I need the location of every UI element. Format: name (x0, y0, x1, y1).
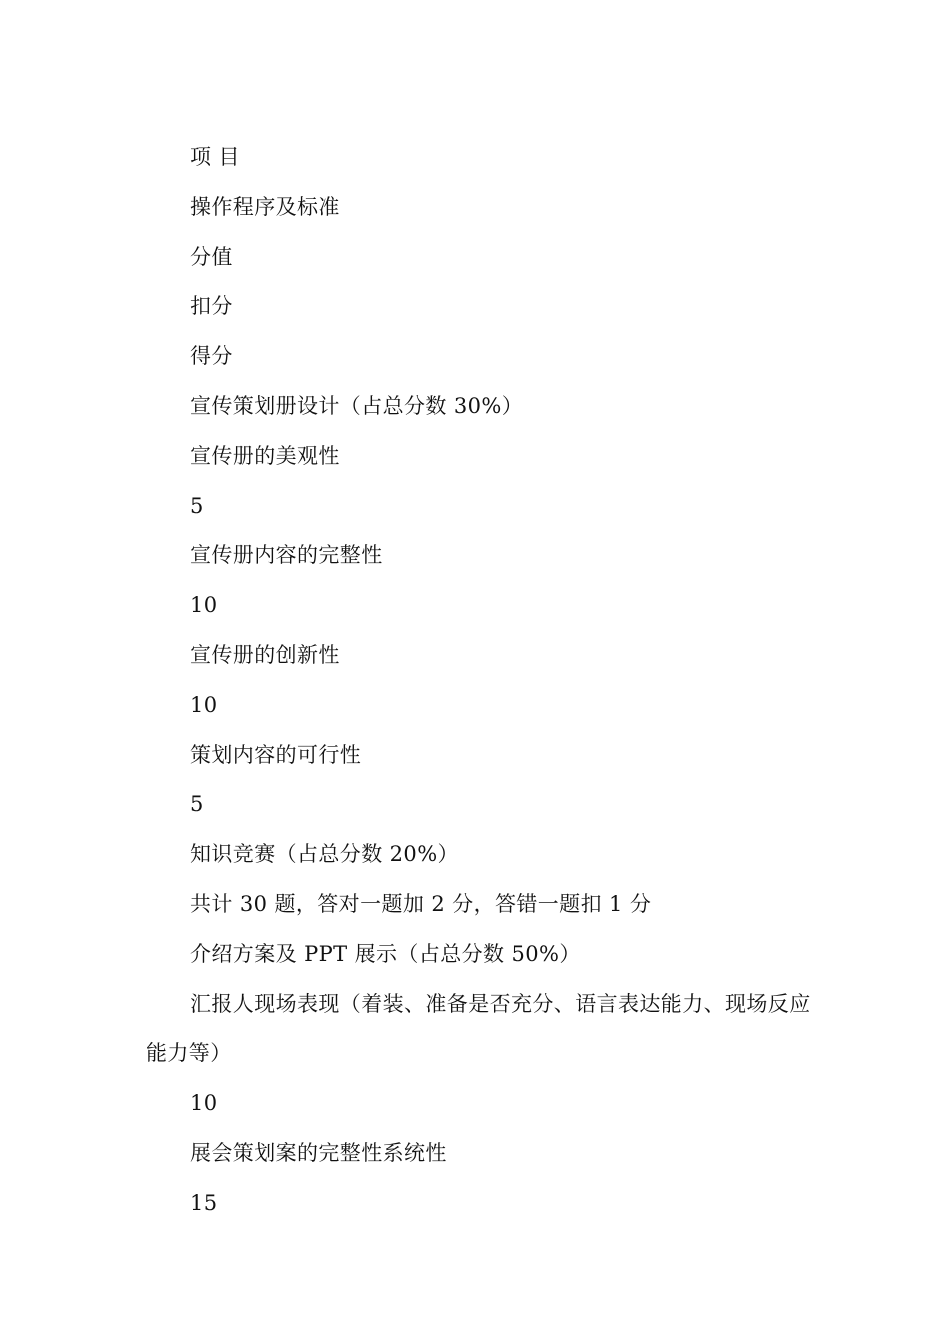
table-header-deduction: 扣分 (190, 294, 233, 319)
criterion-plan-completeness: 展会策划案的完整性系统性 (190, 1140, 447, 1165)
score-brochure-completeness: 10 (190, 593, 218, 618)
table-header-score-value: 分值 (190, 244, 233, 269)
document-body (146, 133, 816, 1229)
table-header-item: 项 目 (190, 145, 240, 169)
criterion-brochure-completeness: 宣传册内容的完整性 (190, 543, 383, 568)
criterion-plan-feasibility: 策划内容的可行性 (190, 742, 362, 767)
criterion-brochure-innovation: 宣传册的创新性 (190, 642, 340, 667)
score-brochure-appearance: 5 (190, 493, 204, 518)
score-plan-completeness: 15 (190, 1190, 218, 1215)
table-header-procedure: 操作程序及标准 (190, 194, 340, 219)
section-knowledge-contest: 知识竞赛（占总分数 20%） (190, 842, 459, 867)
section-brochure-design: 宣传策划册设计（占总分数 30%） (190, 393, 524, 418)
score-brochure-innovation: 10 (190, 692, 218, 717)
table-header-final-score: 得分 (190, 344, 233, 369)
criterion-presenter-performance: 汇报人现场表现（着装、准备是否充分、语言表达能力、现场反应能力等） (146, 991, 811, 1066)
criterion-brochure-appearance: 宣传册的美观性 (190, 443, 340, 468)
knowledge-contest-rule: 共计 30 题，答对一题加 2 分，答错一题扣 1 分 (190, 891, 652, 916)
score-plan-feasibility: 5 (190, 792, 204, 817)
section-ppt-presentation: 介绍方案及 PPT 展示（占总分数 50%） (190, 941, 581, 966)
score-presenter-performance: 10 (190, 1091, 218, 1116)
